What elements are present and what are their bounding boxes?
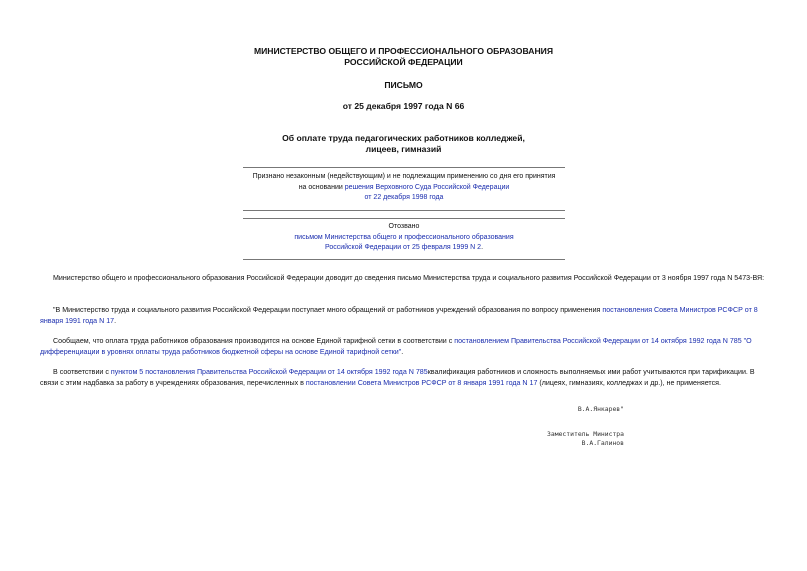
divider — [243, 210, 565, 211]
revoked-note — [243, 222, 565, 254]
divider — [243, 167, 565, 168]
resolution-785-link[interactable]: постановления Правительства Российской Федерации от 14 октября 1992 года N 785 — [145, 368, 428, 376]
revoked-label: Отозвано — [388, 223, 420, 230]
paragraph-4-text-c: квалификация работников и сложность выполняемых ими работ учитываются при тарификации. В связи с этим надбавка за работу в учреждениях образования, перечисленных в — [40, 368, 755, 387]
status-note — [243, 172, 565, 204]
paragraph-3 — [40, 336, 772, 357]
document-title — [0, 133, 807, 155]
paragraph-2-end: . — [114, 316, 117, 325]
divider — [243, 259, 565, 260]
signature-quoted: В.А.Янкарев" — [577, 405, 624, 413]
resolution-17-link[interactable]: постановлении Совета Министров РСФСР от 8 января 1991 года N 17 — [305, 378, 538, 387]
paragraph-1-text: Министерство общего и профессионального образования Российской Федерации доводит до сведения письмо Министерства труда и социального развития Российской Федерации от 3 ноября 1997 года N 5473-ВЯ: — [53, 274, 765, 282]
resolution-785-link[interactable]: постановлением Правительства Российской Федерации от 14 октября 1992 года N 785 "О дифференциации в уровнях оплаты труда работников бюджетной сферы на основе Единой тарифной сетки" — [40, 337, 752, 356]
ministry-name — [0, 46, 807, 68]
paragraph-2 — [40, 305, 772, 326]
paragraph-2-text: "В Министерство труда и социального развития Российской Федерации поступает много обращений от работников учреждений образования по вопросу применения — [53, 306, 603, 314]
paragraph-3-text: Сообщаем, что оплата труда работников образования производится на основе Единой тарифной сетки в соответствии с — [53, 337, 455, 345]
signature-position: Заместитель Министра — [547, 430, 624, 438]
revoking-letter-date-link[interactable]: Российской Федерации от 25 февраля 1999 N 2 — [324, 244, 482, 251]
status-note-prefix: на основании — [298, 183, 345, 191]
supreme-court-decision-date-link[interactable]: от 22 декабря 1998 года — [364, 194, 444, 201]
ministry-line-2: РОССИЙСКОЙ ФЕДЕРАЦИИ — [344, 57, 463, 67]
paragraph-3-end: . — [401, 347, 404, 356]
ministry-line-1: МИНИСТЕРСТВО ОБЩЕГО И ПРОФЕССИОНАЛЬНОГО ОБРАЗОВАНИЯ — [253, 46, 554, 56]
revoked-note-end: . — [481, 244, 484, 251]
resolution-17-link[interactable]: постановления Совета Министров РСФСР от 8 января 1991 года N 17 — [40, 306, 758, 325]
paragraph-4 — [40, 367, 772, 388]
clause-5-link[interactable]: пунктом 5 — [110, 368, 144, 376]
status-note-text: Признано незаконным (недействующим) и не подлежащим применению со дня его принятия — [252, 173, 556, 180]
title-line-2: лицеев, гимназий — [365, 144, 442, 154]
document-date: от 25 декабря 1997 года N 66 — [342, 101, 465, 111]
paragraph-4-text-a: В соответствии с — [53, 368, 111, 376]
signature-name: В.А.Галинов — [581, 439, 624, 447]
paragraph-1 — [40, 273, 772, 284]
paragraph-4-text-d: (лицеях, гимназиях, колледжах и др.), не применяется. — [537, 378, 721, 387]
document-type: ПИСЬМО — [384, 80, 423, 90]
divider — [243, 218, 565, 219]
supreme-court-decision-link[interactable]: решения Верховного Суда Российской Федерации — [344, 183, 510, 191]
title-line-1: Об оплате труда педагогических работников колледжей, — [282, 133, 525, 143]
revoking-letter-link[interactable]: письмом Министерства общего и профессионального образования — [294, 233, 514, 241]
